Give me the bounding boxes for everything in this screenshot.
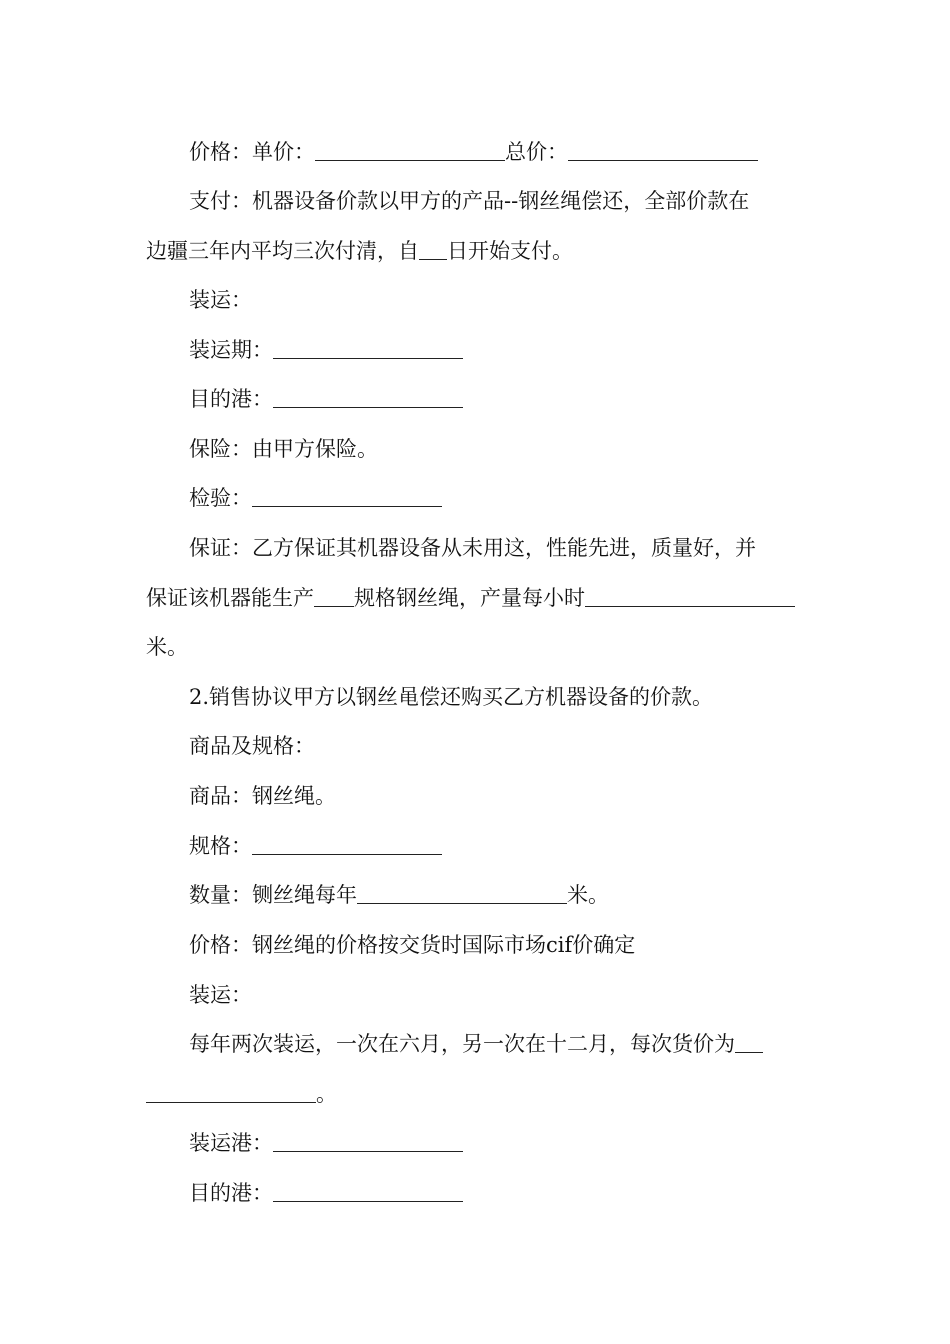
guarantee-text-b: 规格钢丝绳，产量每小时 [354,585,585,610]
destination-line [146,375,849,425]
quantity-label: 数量：铡丝绳每年 [189,883,357,907]
destination2-line [146,1169,849,1219]
shipping2-paragraph [146,1020,806,1119]
shipment-value-blank-a [735,1032,763,1053]
total-price-blank [568,140,758,161]
spec-line [146,822,849,872]
unit-price-blank [315,140,505,161]
goods-line: 商品：钢丝绳。 [189,784,336,808]
loading-port-label: 装运港： [189,1131,273,1155]
payment-paragraph [146,177,806,276]
goods-heading: 商品及规格： [189,734,315,758]
section-2-title: 2.销售协议甲方以钢丝黾偿还购买乙方机器设备的价款。 [189,685,714,709]
unit-price-label: 价格：单价： [189,140,315,164]
guarantee-paragraph [146,524,806,673]
payment-text-a: 边疆三年内平均三次付清，自 [146,238,419,263]
destination2-blank [273,1181,463,1202]
destination-label: 目的港： [189,387,273,411]
shipping2-end: 。 [316,1081,337,1106]
guarantee-line-2 [146,574,806,624]
destination-blank [273,387,463,408]
payment-line-1: 支付：机器设备价款以甲方的产品--钢丝绳偿还，全部价款在 [189,189,750,213]
spec-label: 规格： [189,834,252,858]
inspection-blank [252,486,442,507]
shipping2-text: 每年两次装运，一次在六月，另一次在十二月，每次货价为 [189,1032,735,1056]
quantity-blank [357,883,567,904]
total-price-label: 总价： [505,140,568,164]
price2-line: 价格：钢丝绳的价格按交货时国际市场cif价确定 [189,933,636,957]
payment-text-b: 日开始支付。 [447,238,573,263]
output-blank [585,586,795,607]
shipping-period-blank [273,338,463,359]
shipping-heading: 装运： [189,288,252,312]
guarantee-line-3: 米。 [146,635,188,660]
price-line [146,128,849,178]
loading-port-line [146,1119,849,1169]
quantity-unit: 米。 [567,883,609,907]
loading-port-blank [273,1131,463,1152]
shipping2-heading: 装运： [189,983,252,1007]
payment-line-2 [146,227,806,277]
shipment-value-blank-b [146,1082,316,1103]
destination2-label: 目的港： [189,1181,273,1205]
guarantee-text-a: 保证该机器能生产 [146,585,314,610]
quantity-line [146,871,849,921]
shipping2-line-2 [146,1070,806,1120]
inspection-label: 检验： [189,486,252,510]
spec-blank [314,586,354,607]
insurance-line: 保险：由甲方保险。 [189,437,378,461]
payment-date-blank [419,239,447,260]
spec-value-blank [252,834,442,855]
guarantee-line-1: 保证：乙方保证其机器设备从未用这，性能先进，质量好，并 [189,536,756,560]
inspection-line [146,474,849,524]
shipping-period-label: 装运期： [189,338,273,362]
shipping-period-line [146,326,849,376]
shipping2-line-1 [146,1020,806,1070]
